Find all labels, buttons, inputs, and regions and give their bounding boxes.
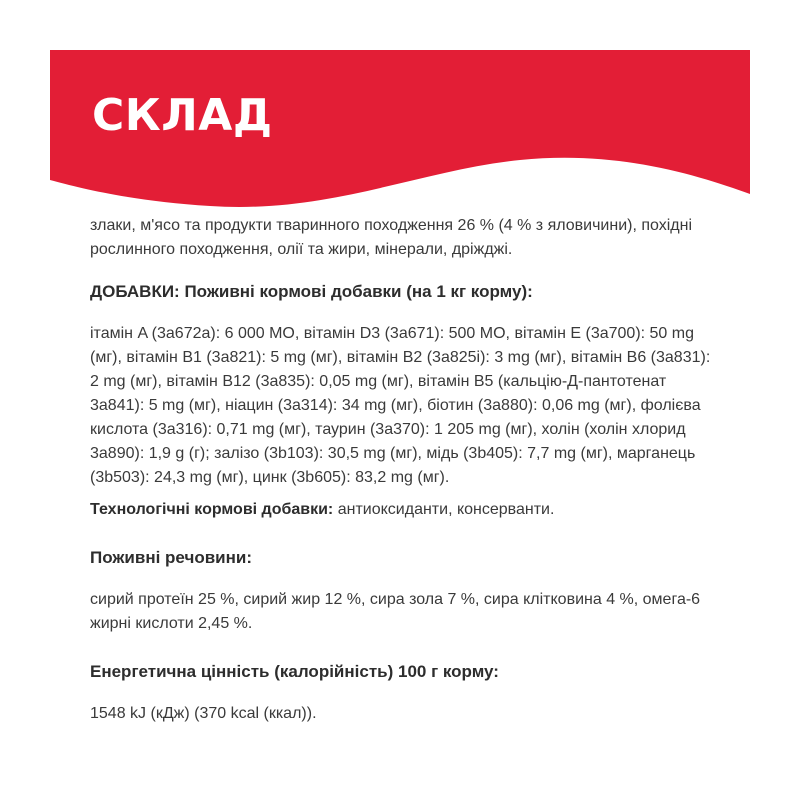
energy-heading: Енергетична цінність (калорійність) 100 г корму: <box>90 662 499 681</box>
content-body <box>90 214 720 726</box>
composition-text: злаки, м'ясо та продукти тваринного походження 26 % (4 % з яловичини), похідні рослинного походження, олії та жири, мінерали, дріжджі. <box>90 217 693 258</box>
energy-text: 1548 kJ (кДж) (370 kcal (ккал)). <box>90 705 317 722</box>
header-banner <box>0 0 800 240</box>
additives-heading: ДОБАВКИ: Поживні кормові добавки (на 1 кг корму): <box>90 282 533 301</box>
tech-additives-text: антиоксиданти, консерванти. <box>333 501 555 518</box>
nutrients-text: сирий протеїн 25 %, сирий жир 12 %, сира зола 7 %, сира клітковина 4 %, омега-6 жирні кислоти 2,45 %. <box>90 591 701 632</box>
tech-additives-label: Технологічні кормові добавки: <box>90 501 334 518</box>
tech-additives-line <box>90 498 720 522</box>
page-title: СКЛАД <box>92 90 273 141</box>
additives-text: ітамін A (3a672a): 6 000 MO, вітамін D3 (3a671): 500 MO, вітамін E (3a700): 50 mg (мг), вітамін B1 (3a821): 5 mg (мг), вітамін B2 (3a825i): 3 mg (мг), вітамін B6 (3a831): 2 mg (мг), вітамін B12 (3a835): 0,05 mg (мг), вітамін B5 (кальцію-Д-пантотенат 3a841): 5 mg (мг), ніацин (3a314): 34 mg (мг), біотин (3a880): 0,06 mg (мг), фолієва кислота (3a316): 0,71 mg (мг), таурин (3a370): 1 205 mg (мг), холін (холін хлорид 3a890): 1,9 g (г); залізо (3b103): 30,5 mg (мг), мідь (3b405): 7,7 mg (мг), марганець (3b503): 24,3 mg (мг), цинк (3b605): 83,2 mg (мг). <box>90 325 711 486</box>
nutrients-heading: Поживні речовини: <box>90 548 252 567</box>
